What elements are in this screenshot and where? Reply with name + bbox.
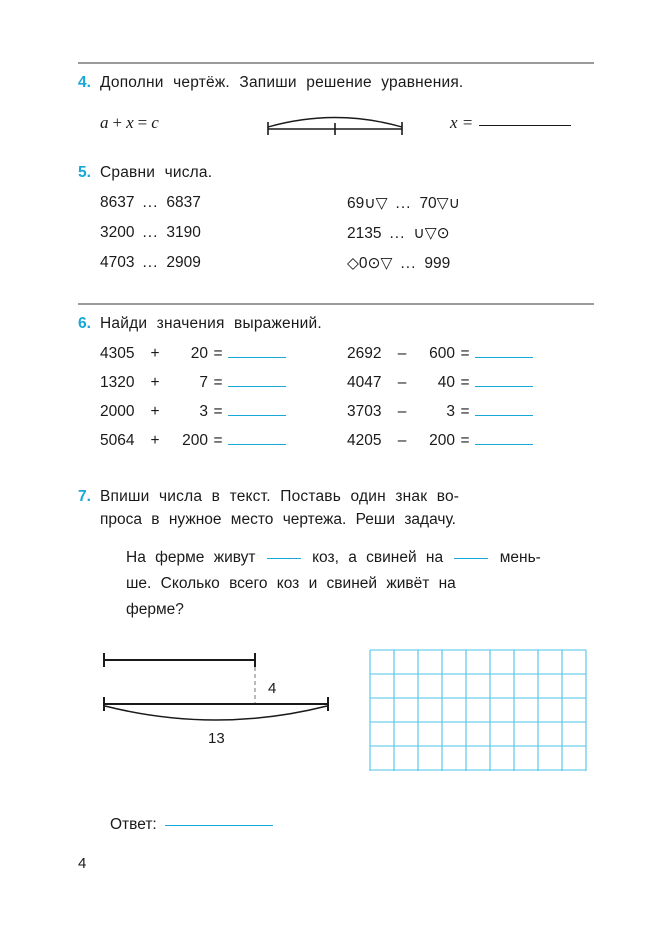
expression-right	[347, 374, 594, 392]
operand-a: 4305	[100, 345, 135, 362]
problem-line-3: ферме?	[126, 601, 184, 619]
operand-b: 3	[446, 403, 455, 420]
operator: +	[150, 403, 160, 420]
task-7-header	[78, 488, 594, 506]
compare-left-a: 3200	[100, 224, 135, 241]
compare-right-a: 2135	[347, 225, 382, 242]
equation-equals: =	[137, 113, 148, 132]
answer-blank[interactable]	[165, 824, 273, 826]
compare-right[interactable]	[347, 194, 594, 213]
compare-left-dots: ...	[142, 224, 159, 241]
answer-blank[interactable]	[228, 414, 286, 416]
compare-left-dots: ...	[142, 254, 159, 271]
x-answer-blank[interactable]	[479, 124, 571, 126]
expression-right	[347, 345, 594, 363]
equals-sign: =	[213, 374, 223, 391]
equals-sign: =	[460, 345, 470, 362]
task-4-x-answer	[450, 113, 571, 133]
operator: +	[150, 374, 160, 391]
operand-a: 2000	[100, 403, 135, 420]
answer-blank[interactable]	[228, 443, 286, 445]
operand-b: 20	[190, 345, 208, 362]
compare-row	[100, 194, 594, 213]
compare-left-b: 6837	[166, 194, 201, 211]
answer-blank[interactable]	[475, 414, 533, 416]
task-4-number: 4.	[78, 74, 91, 91]
task-4	[78, 62, 594, 138]
operator: –	[397, 432, 407, 449]
task-4-header	[78, 74, 594, 92]
task-5-comparisons	[100, 194, 594, 273]
operand-a: 5064	[100, 432, 135, 449]
equals-sign: =	[213, 432, 223, 449]
grid-paper-svg	[368, 648, 608, 773]
task-6-number: 6.	[78, 315, 91, 332]
compare-right-a: ◇0⊙▽	[347, 255, 393, 272]
operand-a: 1320	[100, 374, 135, 391]
task-7-number: 7.	[78, 488, 91, 505]
operand-b: 3	[199, 403, 208, 420]
expression-row	[100, 403, 594, 421]
blank-goats[interactable]	[267, 557, 301, 559]
compare-left-a: 4703	[100, 254, 135, 271]
operand-a: 2692	[347, 345, 382, 362]
operator: +	[150, 432, 160, 449]
equation-plus: +	[112, 113, 123, 132]
expression-row	[100, 345, 594, 363]
task-7	[78, 488, 594, 834]
compare-right-a: 69∪▽	[347, 195, 388, 212]
problem-line-1-b: коз, а свиней на	[312, 549, 444, 567]
compare-row	[100, 254, 594, 273]
equation-a: a	[100, 113, 109, 132]
task-7-title-line-2-wrap	[100, 508, 590, 532]
task-7-figures	[78, 648, 594, 798]
equals-sign: =	[460, 432, 470, 449]
compare-right-b: ∪▽⊙	[413, 225, 450, 242]
x-equals-label: x =	[450, 113, 474, 132]
expression-row	[100, 432, 594, 450]
task-7-problem-text	[100, 546, 590, 622]
compare-right-dots: ...	[395, 195, 412, 212]
compare-right[interactable]	[347, 254, 594, 273]
expression-right	[347, 432, 594, 450]
task-5-number: 5.	[78, 164, 91, 181]
expression-left	[100, 432, 347, 450]
equation-c: c	[151, 113, 159, 132]
answer-blank[interactable]	[228, 356, 286, 358]
bar-scheme-diagram[interactable]	[100, 648, 350, 763]
answer-blank[interactable]	[475, 356, 533, 358]
compare-left-dots: ...	[142, 194, 159, 211]
problem-line-1	[100, 546, 590, 570]
answer-label: Ответ:	[110, 816, 157, 834]
problem-line-1-c: мень-	[499, 549, 541, 567]
compare-left[interactable]	[100, 254, 347, 273]
equals-sign: =	[213, 345, 223, 362]
task-6-header	[78, 315, 594, 333]
task-5	[78, 164, 594, 273]
answer-blank[interactable]	[475, 385, 533, 387]
operator: –	[397, 345, 407, 362]
compare-right[interactable]	[347, 224, 594, 243]
task-6-expressions	[100, 345, 594, 450]
compare-right-dots: ...	[400, 255, 417, 272]
task-7-answer	[110, 816, 594, 834]
compare-right-b: 999	[424, 255, 451, 272]
arc-segment-diagram	[265, 108, 405, 138]
operand-b: 40	[437, 374, 455, 391]
operand-a: 4205	[347, 432, 382, 449]
task-6-title: Найди значения выражений.	[100, 315, 322, 332]
task-4-equation-row	[100, 108, 594, 138]
operand-b: 200	[182, 432, 208, 449]
expression-right	[347, 403, 594, 421]
task-7-title-line-2: проса в нужное место чертежа. Реши задачу.	[100, 511, 456, 528]
task-6	[78, 303, 594, 450]
scheme-label-top: 4	[268, 680, 277, 698]
compare-left-b: 2909	[166, 254, 201, 271]
compare-row	[100, 224, 594, 243]
equals-sign: =	[460, 374, 470, 391]
compare-left[interactable]	[100, 194, 347, 213]
operator: +	[150, 345, 160, 362]
equation-x: x	[126, 113, 134, 132]
compare-left-a: 8637	[100, 194, 135, 211]
operand-a: 3703	[347, 403, 382, 420]
task-4-equation	[100, 113, 250, 133]
operand-a: 4047	[347, 374, 382, 391]
operator: –	[397, 403, 407, 420]
task-7-title-line-1: Впиши числа в текст. Поставь один знак во-	[100, 488, 460, 505]
page-number: 4	[78, 855, 87, 872]
compare-left[interactable]	[100, 224, 347, 243]
problem-line-2: ше. Сколько всего коз и свиней живёт на	[126, 575, 456, 593]
grid-paper[interactable]	[368, 648, 608, 778]
bar-scheme-svg	[100, 648, 350, 758]
problem-line-1-a: На ферме живут	[126, 549, 256, 567]
expression-left	[100, 403, 347, 421]
task-4-title: Дополни чертёж. Запиши решение уравнения.	[100, 74, 464, 91]
operator: –	[397, 374, 407, 391]
compare-left-b: 3190	[166, 224, 201, 241]
task-6-divider	[78, 303, 594, 305]
operand-b: 7	[199, 374, 208, 391]
operand-b: 600	[429, 345, 455, 362]
answer-blank[interactable]	[228, 385, 286, 387]
blank-difference[interactable]	[454, 557, 488, 559]
operand-b: 200	[429, 432, 455, 449]
expression-left	[100, 374, 347, 392]
expression-row	[100, 374, 594, 392]
task-4-divider	[78, 62, 594, 64]
task-5-header	[78, 164, 594, 182]
scheme-label-bottom: 13	[208, 730, 225, 748]
compare-right-dots: ...	[389, 225, 406, 242]
compare-right-b: 70▽∪	[419, 195, 460, 212]
equals-sign: =	[213, 403, 223, 420]
task-5-title: Сравни числа.	[100, 164, 213, 181]
expression-left	[100, 345, 347, 363]
task-4-scheme	[250, 108, 420, 138]
answer-blank[interactable]	[475, 443, 533, 445]
page-content	[78, 62, 594, 834]
equals-sign: =	[460, 403, 470, 420]
